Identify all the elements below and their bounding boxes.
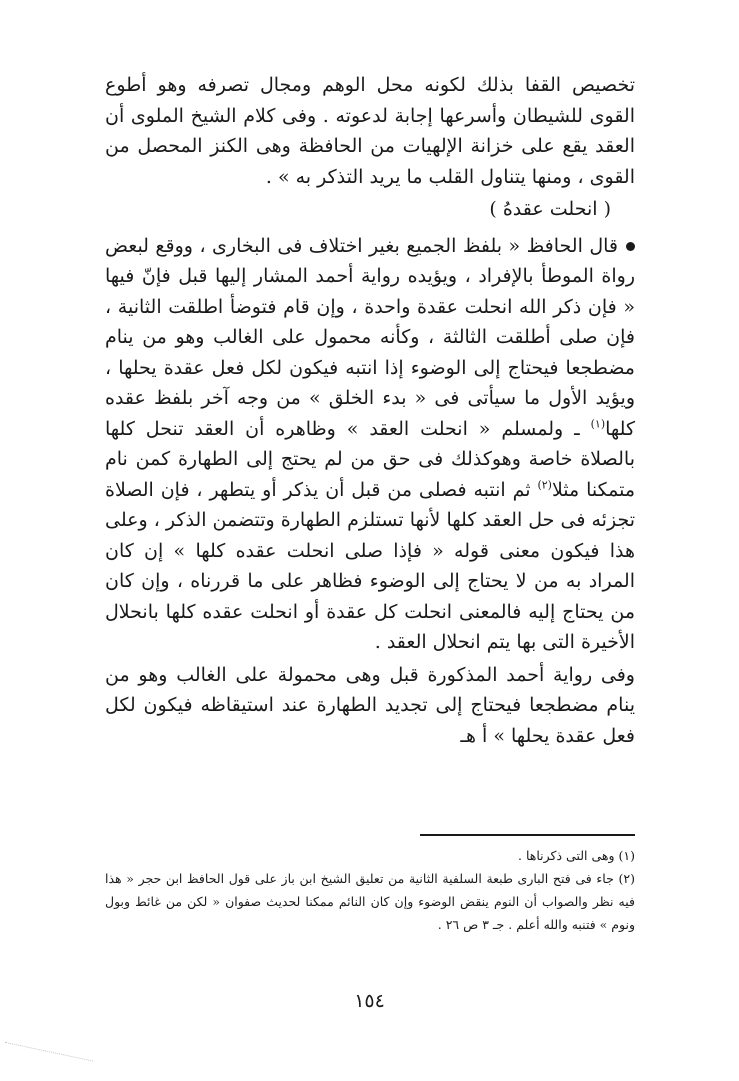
bullet-icon [626,242,635,251]
paragraph-1: تخصيص القفا بذلك لكونه محل الوهم ومجال تصرفه وهو أطوع القوى للشيطان وأسرعها إجابة لدعوته . وفى كلام الشيخ الملوى أن العقد يقع على خزانة الإلهيات من الحافظة وهى الكنز المحصل من القوى ، ومنها يتناول القلب ما يريد التذكر به » . [105,74,635,188]
footnote-ref-2: (٢) [537,478,552,492]
paragraph-2-part-b: ـ ولمسلم « انحلت العقد » وظاهره أن العقد تنحل كلها بالصلاة خاصة وهوكذلك فى حق من لم يحتج إلى الطهارة كمن نام متمكنا مثلا [105,417,635,501]
footnote-1 [105,844,635,867]
paragraph-3: وفى رواية أحمد المذكورة قبل وهى محمولة على الغالب وهو من ينام مضطجعا فيحتاج إلى تجديد الطهارة عند استيقاظه فيكون لكل فعل عقدة يحلها » أ هـ [105,663,635,747]
footnote-1-marker: (١) [618,848,635,863]
footnote-2-text: جاء فى فتح البارى طبعة السلفية الثانية من تعليق الشيخ ابن باز على قول الحافظ ابن حجر « هذا فيه نظر والصواب أن النوم ينقض الوضوء وإن كان النائم ممكنا لحديث صفوان « لكن من غائط وبول ونوم » فتنبه والله أعلم . جـ ٣ ص ٢٦ . [105,871,635,932]
section-heading: ( انحلت عقدهُ ) [489,198,611,220]
main-text [105,70,635,751]
scan-artifact [1,1042,93,1081]
footnote-ref-1: (١) [590,417,606,431]
paragraph-2-part-c: ثم انتبه فصلى من قبل أن يذكر أو يتطهر ، فإن الصلاة تجزئه فى حل العقد كلها لأنها تستلزم الطهارة وتتضمن الذكر ، وعلى هذا فيكون معنى قوله « فإذا صلى انحلت عقده كلها » إن كان المراد به من لا يحتاج إلى الوضوء فظاهر على ما قررناه ، وإن كان من يحتاج إليه فالمعنى انحلت كل عقدة أو انحلت عقده كلها بانحلال الأخيرة التى بها يتم انحلال العقد . [105,478,635,653]
footnote-1-text: وهى التى ذكرناها . [518,848,615,863]
footnote-2 [105,867,635,936]
footnotes [105,844,635,936]
paragraph-2 [105,231,635,658]
footnote-separator [420,834,635,836]
page-number: ١٥٤ [354,990,385,1012]
paragraph-2-part-a: قال الحافظ « بلفظ الجميع بغير اختلاف فى البخارى ، ووقع لبعض رواة الموطأ بالإفراد ، ويؤيده رواية أحمد المشار إليها قبل فإنّ فيها « فإن ذكر الله انحلت عقدة واحدة ، وإن قام فتوضأ اطلقت الثانية ، فإن صلى أطلقت الثالثة ، وكأنه محمول على الغالب وهو من ينام مضطجعا فيحتاج إلى الوضوء إذا انتبه فيكون لكل فعل عقدة يحلها ، ويؤيد الأول ما سيأتى فى « بدء الخلق » من وجه آخر بلفظ عقده كلها [105,234,636,440]
footnote-2-marker: (٢) [618,871,635,886]
